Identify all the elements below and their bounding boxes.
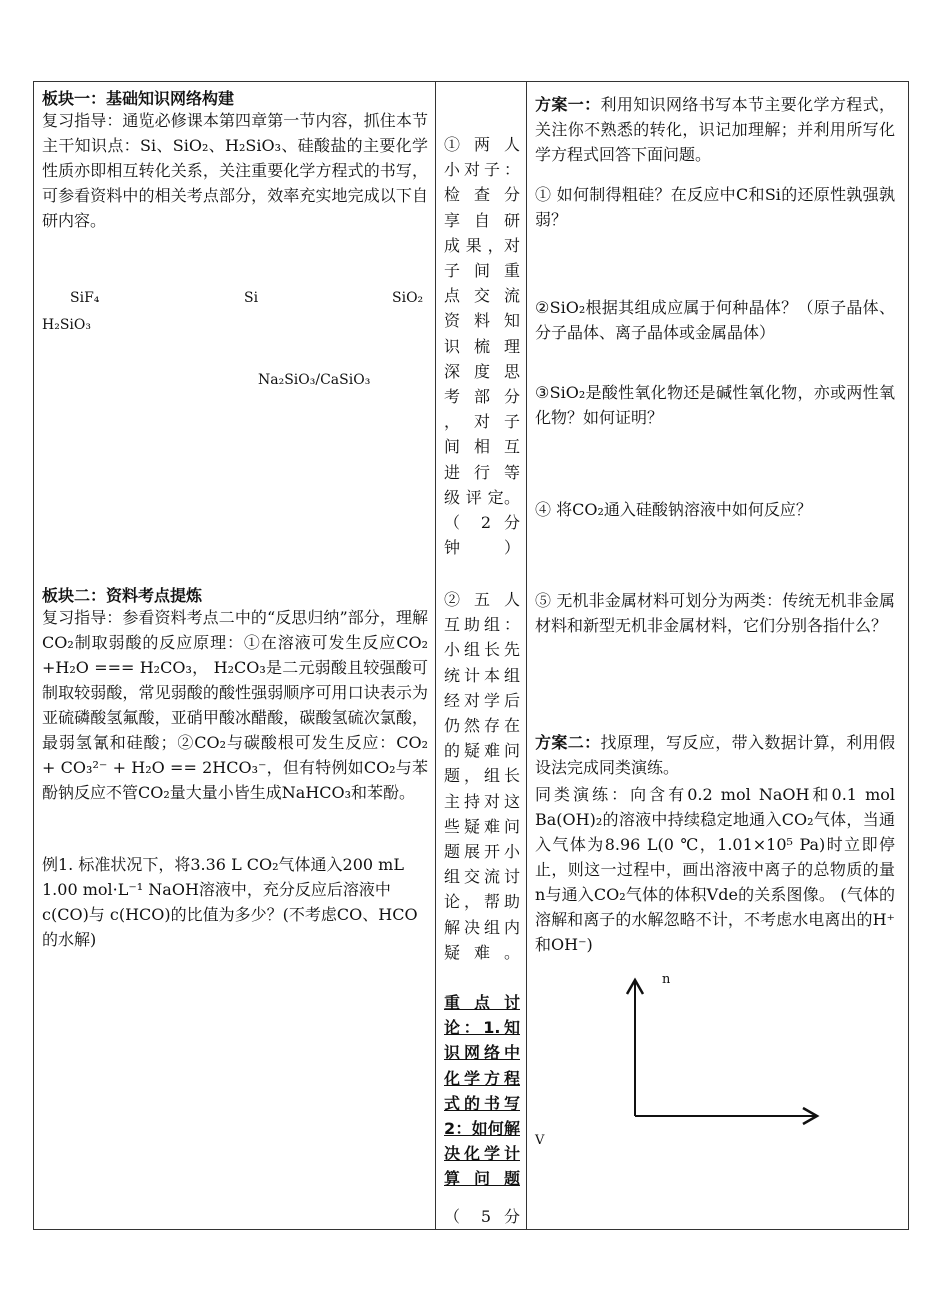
focus-discussion: 重 点 讨 论：1.知识网络中化学方程式的书写 2：如何解决化学计算问题 xyxy=(444,993,520,1189)
column-activity xyxy=(436,82,527,1230)
node-si: Si xyxy=(244,290,259,306)
exercise-text: 同类演练：向含有0.2 mol NaOH和0.1 mol Ba(OH)₂的溶液中持续稳定地通入CO₂气体，当通入气体为8.96 L(0 ℃，1.01×10⁵ Pa)时立即停止，则这一过程中，画出溶液中离子的总物质的量n与通入CO₂气体的体积Vde的关系图像。 (气体的溶解和离子的水解忽略不计，不考虑水电离出的H⁺和OH⁻) xyxy=(535,785,895,954)
question-4: ④ 将CO₂通入硅酸钠溶液中如何反应？ xyxy=(535,500,812,519)
focus-discussion-wrap xyxy=(444,990,520,1192)
plan1-title: 方案一： xyxy=(535,95,601,114)
pair-activity: ① 两 人 小对子：检 查 分 享 自 研 成 果 ，对 子 间 重 点 交 流 资 料 知 识 梳 理 深 度 思 考 部 分 ， 对 子 间 相 互 进 行 等 级 评 定。（ 2 分 钟） xyxy=(444,135,520,558)
node-sio2: SiO₂ xyxy=(392,290,424,306)
plan1-intro: 利用知识网络书写本节主要化学方程式，关注你不熟悉的转化，识记加理解；并利用所写化学方程式回答下面问题。 xyxy=(535,95,895,164)
column-plans xyxy=(527,82,909,1230)
block1-title: 板块一：基础知识网络构建 xyxy=(42,89,235,108)
n-v-axes xyxy=(623,972,823,1132)
time-note: （ 5 分 xyxy=(444,1207,520,1226)
axis-label-v: V xyxy=(535,1133,545,1148)
node-sif4: SiF₄ xyxy=(70,290,100,306)
plan2-paragraph xyxy=(535,730,895,780)
node-h2sio3: H₂SiO₃ xyxy=(42,317,91,333)
question-2: ②SiO₂根据其组成应属于何种晶体？（原子晶体、分子晶体、离子晶体或金属晶体） xyxy=(535,298,895,342)
group-activity: ② 五 人 互助组：小组长先统计本组经对学后仍然存在的疑难问题，组长主持对这些疑难问题展开小组交流讨论，帮助解决组内疑难。 xyxy=(444,590,520,962)
column-self-study xyxy=(34,82,436,1230)
question-5: ⑤ 无机非金属材料可划分为两类：传统无机非金属材料和新型无机非金属材料，它们分别各指什么？ xyxy=(535,591,895,635)
plan1-paragraph xyxy=(535,92,895,167)
question-3: ③SiO₂是酸性氧化物还是碱性氧化物，亦或两性氧化物？如何证明？ xyxy=(535,383,895,427)
study-plan-table xyxy=(33,81,909,1230)
example-1: 例1. 标准状况下，将3.36 L CO₂气体通入200 mL 1.00 mol·L⁻¹ NaOH溶液中，充分反应后溶液中 c(CO)与 c(HCO)的比值为多少？(不考虑CO、HCO的水解) xyxy=(42,855,418,949)
question-1: ① 如何制得粗硅？在反应中C和Si的还原性孰强孰弱？ xyxy=(535,185,895,229)
block2-guide: 复习指导：参看资料考点二中的“反思归纳”部分，理解CO₂制取弱酸的反应原理：①在溶液可发生反应CO₂ +H₂O === H₂CO₃， H₂CO₃是二元弱酸且较强酸可制取较弱酸，常见弱酸的酸性强弱顺序可用口诀表示为亚硫磷酸氢氟酸，亚硝甲酸冰醋酸，碳酸氢硫次氯酸，最弱氢氰和硅酸；②CO₂与碳酸根可发生反应：CO₂ + CO₃²⁻ + H₂O == 2HCO₃⁻，但有特例如CO₂与苯酚钠反应不管CO₂量大量小皆生成NaHCO₃和苯酚。 xyxy=(42,608,428,802)
node-silicate: Na₂SiO₃/CaSiO₃ xyxy=(258,372,371,388)
axis-label-n: n xyxy=(662,972,671,987)
block2-title: 板块二：资料考点提炼 xyxy=(42,586,203,605)
plan2-intro: 找原理，写反应，带入数据计算，利用假设法完成同类演练。 xyxy=(535,733,895,777)
block1-guide: 复习指导：通览必修课本第四章第一节内容，抓住本节主干知识点：Si、SiO₂、H₂SiO₃、硅酸盐的主要化学性质亦即相互转化关系，关注重要化学方程式的书写，可参看资料中的相关考点部分，效率充实地完成以下自研内容。 xyxy=(42,111,428,230)
plan2-title: 方案二： xyxy=(535,733,601,752)
